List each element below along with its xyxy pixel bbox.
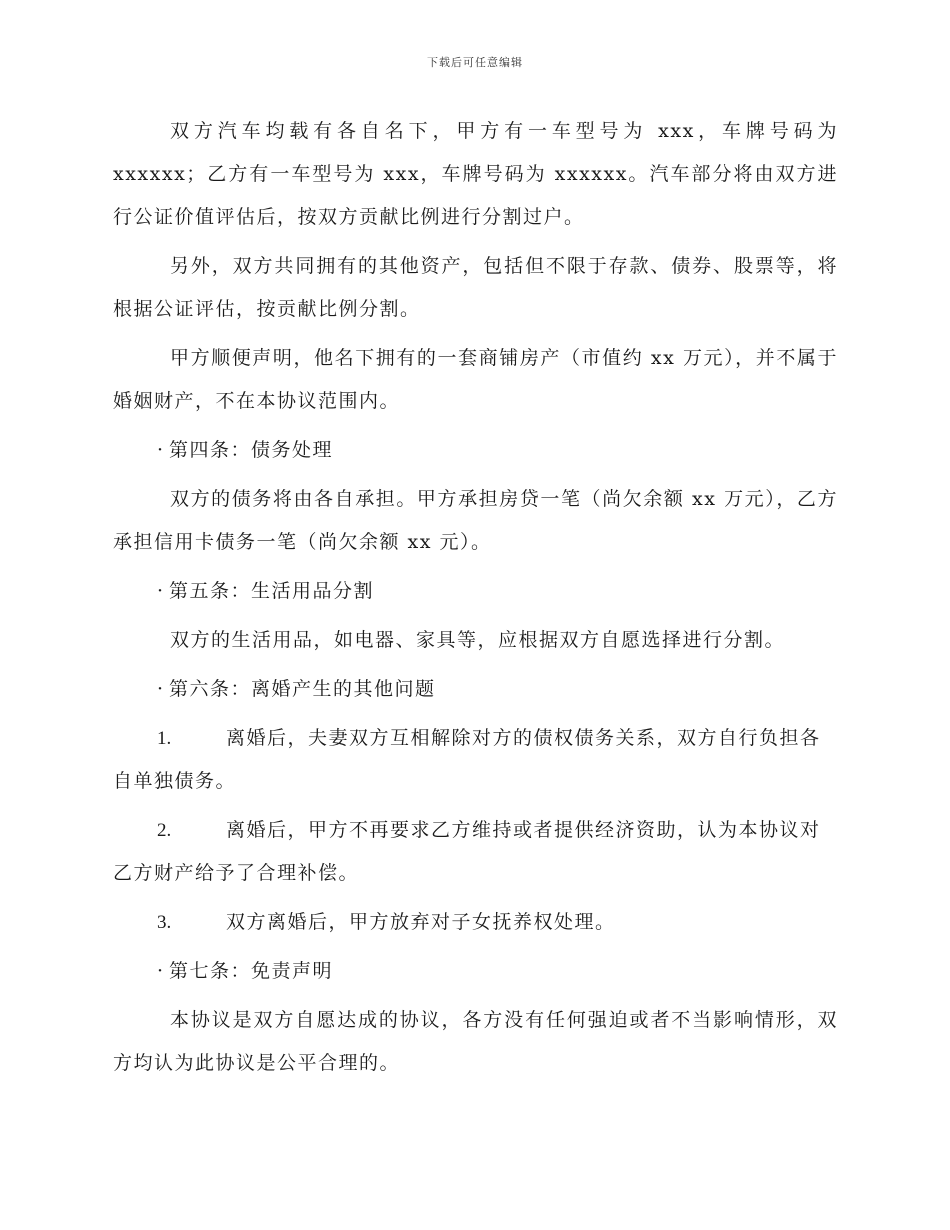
section-heading-text: 第五条：生活用品分割 <box>169 580 375 602</box>
bullet-icon: · <box>157 678 165 700</box>
section-heading-article-7 <box>113 950 838 993</box>
section-heading-article-4 <box>113 429 838 472</box>
paragraph-other-assets: 另外，双方共同拥有的其他资产，包括但不限于存款、债券、股票等，将根据公证评估，按贡献比例分割。 <box>113 255 838 320</box>
section-heading-text: 第七条：免责声明 <box>169 960 334 982</box>
list-item-text: 离婚后，夫妻双方互相解除对方的债权债务关系，双方自行负担各自单独债务。 <box>113 727 821 792</box>
list-item <box>113 809 838 895</box>
paragraph-vehicles: 双方汽车均载有各自名下，甲方有一车型号为 xxx，车牌号码为 xxxxxx；乙方有一车型号为 xxx，车牌号码为 xxxxxx。汽车部分将由双方进行公证价值评估后，按双方贡献比例进行分割过户。 <box>113 120 838 228</box>
list-item <box>113 717 838 803</box>
paragraph-debts: 双方的债务将由各自承担。甲方承担房贷一笔（尚欠余额 xx 万元），乙方承担信用卡债务一笔（尚欠余额 xx 元）。 <box>113 488 838 553</box>
list-item-text: 双方离婚后，甲方放弃对子女抚养权处理。 <box>226 911 616 933</box>
list-item <box>113 901 838 944</box>
bullet-icon: · <box>157 580 165 602</box>
section-heading-text: 第六条：离婚产生的其他问题 <box>169 678 436 700</box>
bullet-icon: · <box>157 439 165 461</box>
section-heading-article-5 <box>113 570 838 613</box>
section-heading-text: 第四条：债务处理 <box>169 439 334 461</box>
page-header: 下载后可任意编辑 <box>427 56 523 69</box>
section-heading-article-6 <box>113 668 838 711</box>
paragraph-disclaimer: 本协议是双方自愿达成的协议，各方没有任何强迫或者不当影响情形，双方均认为此协议是公平合理的。 <box>113 1009 838 1074</box>
paragraph-household-items: 双方的生活用品，如电器、家具等，应根据双方自愿选择进行分割。 <box>170 629 786 651</box>
bullet-icon: · <box>157 960 165 982</box>
list-item-number: 1. <box>157 728 172 749</box>
paragraph-shop-declaration: 甲方顺便声明，他名下拥有的一套商铺房产（市值约 xx 万元），并不属于婚姻财产，不在本协议范围内。 <box>113 347 838 412</box>
list-item-number: 2. <box>157 820 172 841</box>
list-item-number: 3. <box>157 912 172 933</box>
list-item-text: 离婚后，甲方不再要求乙方维持或者提供经济资助，认为本协议对乙方财产给予了合理补偿。 <box>113 819 821 884</box>
document-body <box>113 110 838 1091</box>
